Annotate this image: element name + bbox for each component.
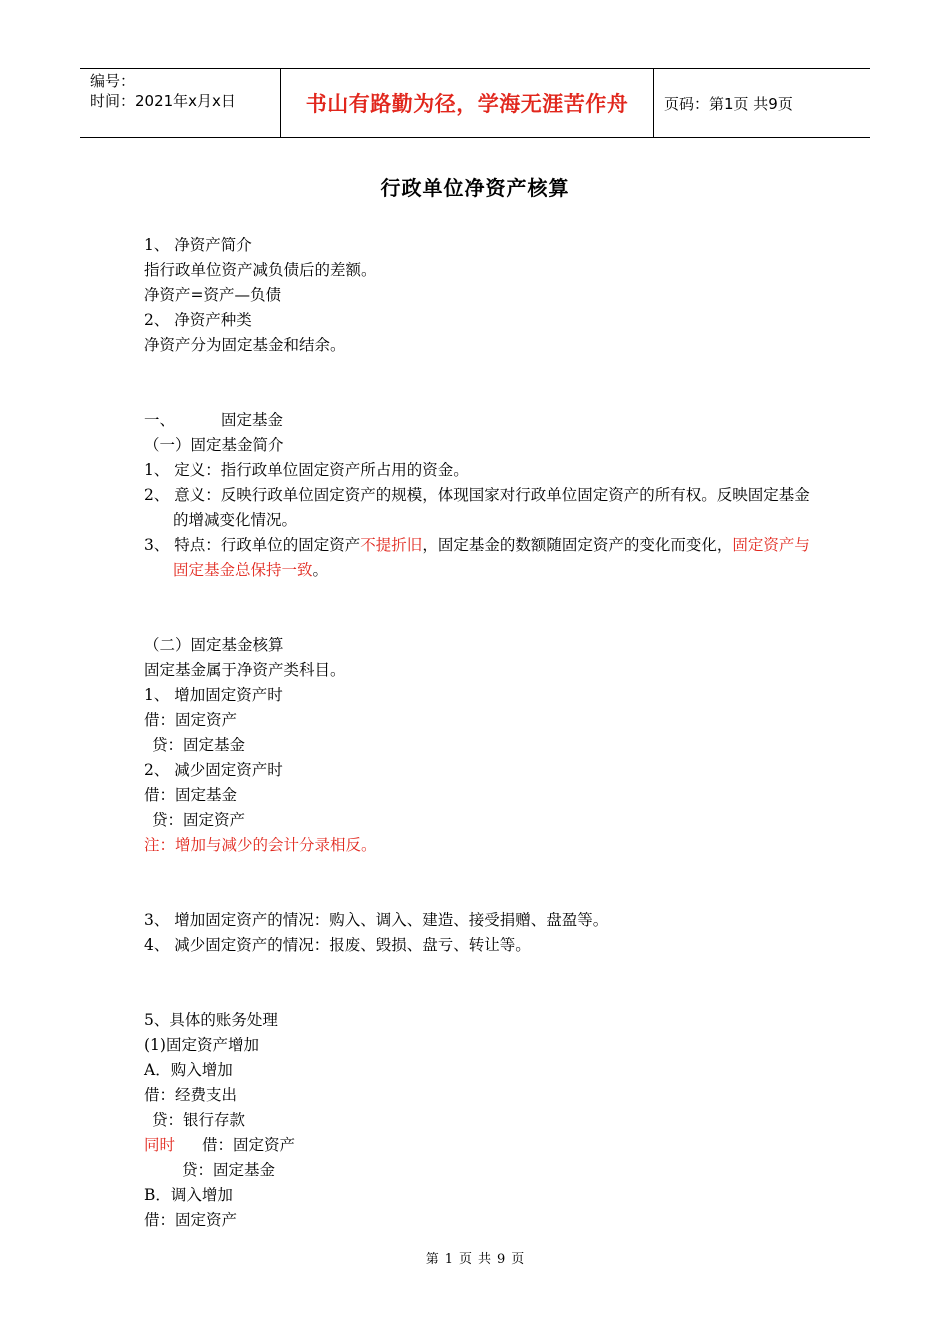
list-item: 4、 减少固定资产的情况：报废、毁损、盘亏、转让等。 <box>144 936 531 954</box>
subsection-heading: (1)固定资产增加 <box>144 1036 259 1054</box>
journal-debit: 借：经费支出 <box>144 1086 238 1104</box>
heading-net-assets-types: 2、 净资产种类 <box>144 311 252 329</box>
list-item: 1、 增加固定资产时 <box>144 686 283 704</box>
number-label: 编号： <box>90 72 136 90</box>
header-page-info: 页码：第1页 共9页 <box>664 94 793 113</box>
journal-credit: 贷：银行存款 <box>152 1111 246 1129</box>
journal-debit: 借：固定资产 <box>144 711 238 729</box>
journal-credit: 贷：固定资产 <box>152 811 246 829</box>
journal-simultaneous: 同时 借：固定资产 <box>144 1136 296 1154</box>
page-header <box>80 68 870 138</box>
footer-total-pages: 9 <box>497 1252 506 1267</box>
highlight-text: 同时 <box>144 1136 176 1154</box>
header-meta <box>80 69 281 137</box>
highlight-text: 固定资产与固定基金总保持一致 <box>173 536 810 579</box>
paragraph: 固定基金属于净资产类科目。 <box>144 661 346 679</box>
list-item: 2、 意义：反映行政单位固定资产的规模，体现国家对行政单位固定资产的所有权。反映固定基金的增减变化情况。 <box>144 486 810 529</box>
paragraph: 净资产分为固定基金和结余。 <box>144 336 346 354</box>
page-footer: 第 1 页 共 9 页 <box>425 1252 525 1267</box>
header-motto: 书山有路勤为径，学海无涯苦作舟 <box>281 69 654 137</box>
journal-debit: 借：固定资产 <box>144 1211 238 1229</box>
note-text: 注：增加与减少的会计分录相反。 <box>144 836 377 854</box>
formula: 净资产=资产—负债 <box>144 286 281 304</box>
journal-credit: 贷：固定基金 <box>152 736 246 754</box>
case-heading: A．购入增加 <box>144 1061 233 1079</box>
highlight-text: 不提折旧 <box>360 536 423 554</box>
list-item: 3、 特点：行政单位的固定资产不提折旧，固定基金的数额随固定资产的变化而变化，固定资产与固定基金总保持一致。 <box>144 536 810 579</box>
subsection-heading: （二）固定基金核算 <box>144 636 284 654</box>
document-body <box>144 233 824 1233</box>
list-item: 2、 减少固定资产时 <box>144 761 283 779</box>
journal-credit: 贷：固定基金 <box>182 1161 276 1179</box>
case-heading: B．调入增加 <box>144 1186 233 1204</box>
document-title: 行政单位净资产核算 <box>380 176 570 200</box>
subsection-heading: （一）固定基金简介 <box>144 436 284 454</box>
list-item: 5、具体的账务处理 <box>144 1011 278 1029</box>
time-label: 时间：2021年x月x日 <box>90 92 236 110</box>
paragraph: 指行政单位资产减负债后的差额。 <box>144 261 377 279</box>
list-item: 1、 定义：指行政单位固定资产所占用的资金。 <box>144 461 469 479</box>
journal-debit: 借：固定基金 <box>144 786 238 804</box>
footer-page-number: 1 <box>444 1252 453 1267</box>
list-item: 3、 增加固定资产的情况：购入、调入、建造、接受捐赠、盘盈等。 <box>144 911 609 929</box>
heading-net-assets-intro: 1、 净资产简介 <box>144 236 252 254</box>
section-heading-fixed-fund: 一、 固定基金 <box>144 411 284 429</box>
